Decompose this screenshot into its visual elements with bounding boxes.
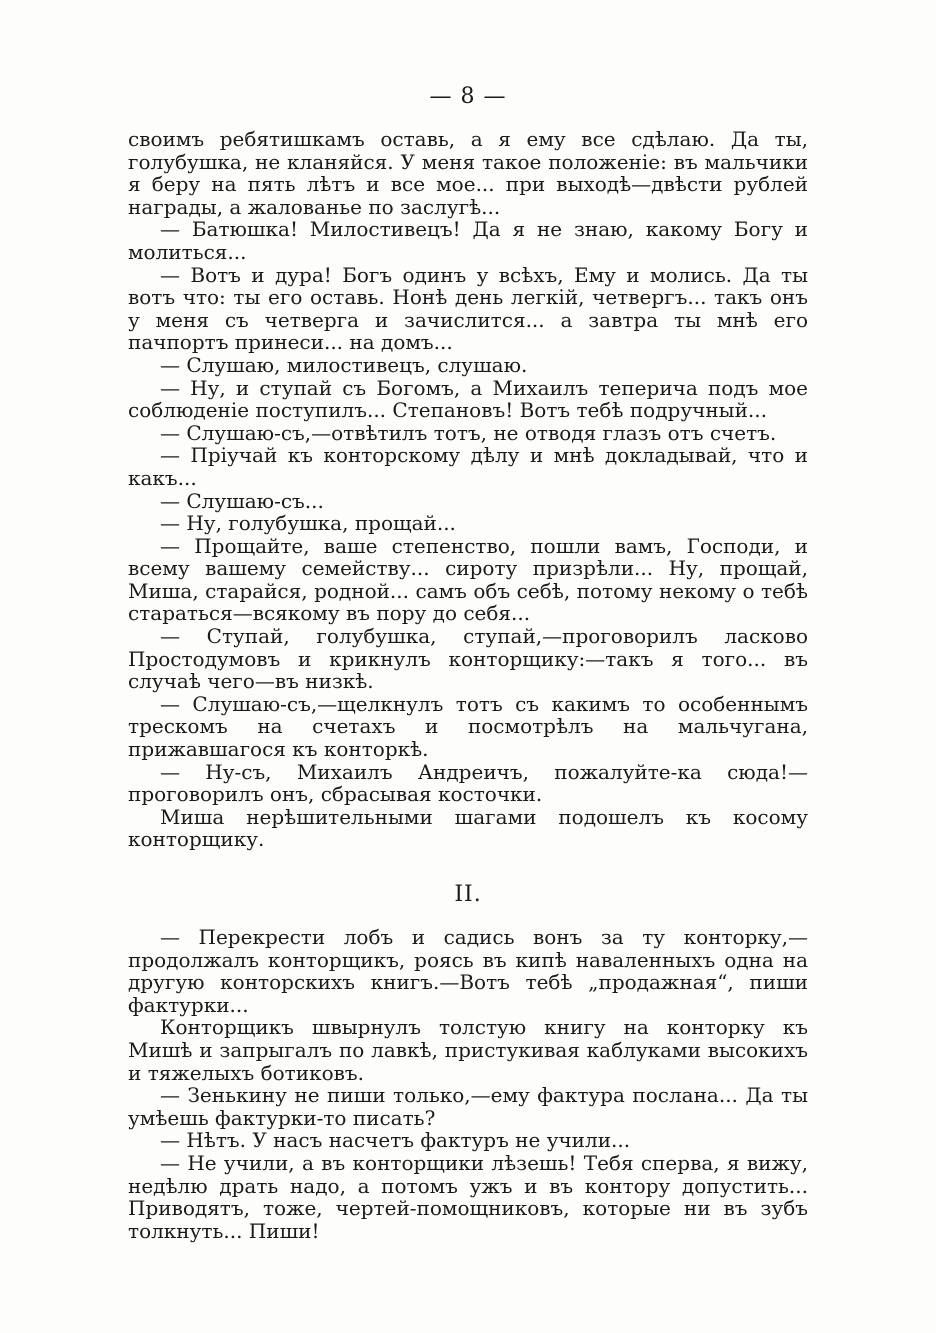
paragraph: — Батюшка! Милостивецъ! Да я не знаю, какому Богу и молиться... <box>128 217 808 264</box>
paragraph: — Перекрести лобъ и садись вонъ за ту конторку,—продолжалъ конторщикъ, роясь въ кипѣ наваленныхъ одна на другую конторскихъ книгъ.—Вотъ тебѣ „продажная“, пиши фактурки... <box>128 925 808 1017</box>
paragraph: Миша нерѣшительными шагами подошелъ къ косому конторщику. <box>128 804 808 852</box>
paragraph: — Слушаю-съ,—щелкнулъ тотъ съ какимъ то особеннымъ трескомъ на счетахъ и посмотрѣлъ на мальчугана, прижавшагося къ конторкѣ. <box>128 691 808 762</box>
paragraph: — Не учили, а въ конторщики лѣзешь! Тебя сперва, я вижу, недѣлю драть надо, а потомъ ужъ и въ контору допустить... Приводятъ, тоже, чертей-помощниковъ, которые ни въ зубъ толкнуть... Пиши! <box>128 1150 808 1243</box>
paragraph: Конторщикъ швырнулъ толстую книгу на конторку къ Мишѣ и запрыгалъ по лавкѣ, пристукивая каблуками высокихъ и тяжелыхъ ботиковъ. <box>128 1015 808 1085</box>
paragraph: — Слушаю-съ,—отвѣтилъ тотъ, не отводя глазъ отъ счетъ. <box>160 420 777 445</box>
paragraph: — Прощайте, ваше степенство, пошли вамъ, Господи, и всему вашему семейству... сироту призрѣли... Ну, прощай, Миша, старайся, родной... самъ объ себѣ, потому некому о тебѣ стараться—всякому въ пору до себя... <box>128 533 808 626</box>
paragraph: — Зенькину не пиши только,—ему фактура послана... Да ты умѣешь фактурки-то писать? <box>128 1083 808 1130</box>
paragraph: — Ну, голубушка, прощай... <box>160 511 456 536</box>
paragraph: — Ну, и ступай съ Богомъ, а Михаилъ теперича подъ мое соблюденіе поступилъ... Степановъ! Вотъ тебѣ подручный... <box>128 375 808 423</box>
paragraph: своимъ ребятишкамъ оставь, а я ему все сдѣлаю. Да ты, голубушка, не кланяйся. У меня такое положеніе: въ мальчики я беру на пять лѣтъ и все мое... при выходѣ—двѣсти рублей награды, а жалованье по заслугѣ... <box>128 127 808 219</box>
paragraph: — Нѣтъ. У насъ насчетъ фактуръ не учили... <box>160 1128 631 1153</box>
section-one-text <box>128 128 808 851</box>
paragraph: — Слушаю, милостивецъ, слушаю. <box>160 352 528 377</box>
chapter-heading: II. <box>454 882 482 907</box>
paragraph: — Ступай, голубушка, ступай,—проговорилъ ласково Простодумовъ и крикнулъ конторщику:—такъ я того... въ случаѣ чего—въ низкѣ. <box>128 624 808 694</box>
page-number: — 8 — <box>429 84 507 109</box>
paragraph: — Пріучай къ конторскому дѣлу и мнѣ докладывай, что и какъ... <box>128 443 808 490</box>
paragraph: — Слушаю-съ... <box>160 488 324 513</box>
paragraph: — Вотъ и дура! Богъ одинъ у всѣхъ, Ему и молись. Да ты вотъ что: ты его оставь. Нонѣ день легкій, четвергъ... такъ онъ у меня съ четверга и зачислится... а завтра ты мнѣ его пачпортъ принеси... на домъ... <box>128 262 808 355</box>
paragraph: — Ну-съ, Михаилъ Андреичъ, пожалуйте-ка сюда!—проговорилъ онъ, сбрасывая косточки. <box>128 759 808 807</box>
section-two-text <box>128 926 808 1242</box>
